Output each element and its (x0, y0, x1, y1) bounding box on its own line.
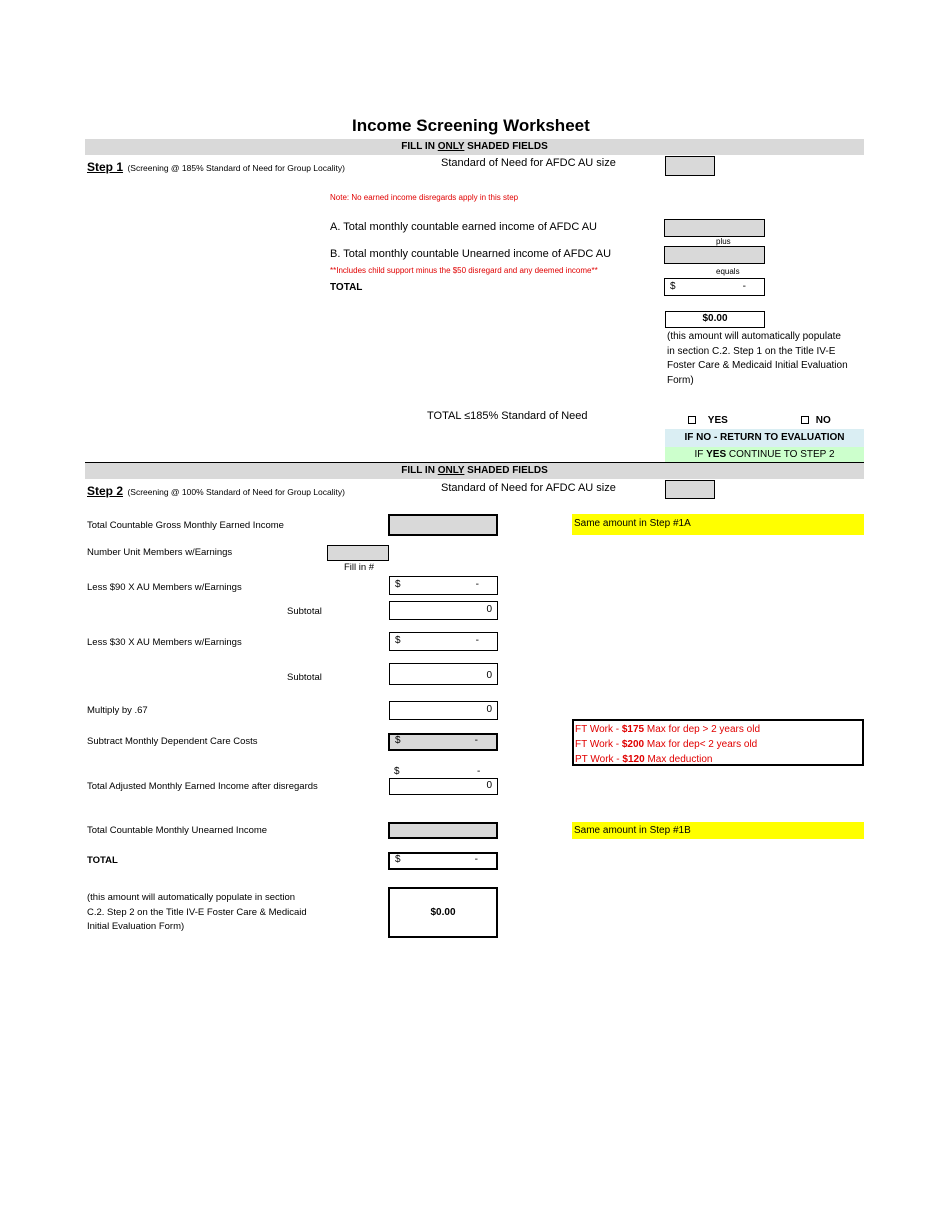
if-yes-post: CONTINUE TO STEP 2 (726, 449, 835, 460)
step2-std-need-input[interactable] (665, 480, 715, 499)
banner2-emph: ONLY (437, 465, 465, 476)
if-no-banner (665, 429, 864, 447)
yes-checkbox-icon[interactable] (688, 416, 696, 424)
fill-banner-2 (85, 463, 864, 479)
unearned-label: Total Countable Monthly Unearned Income (87, 825, 268, 836)
line-a-label: A. Total monthly countable earned income of AFDC AU (330, 221, 597, 233)
step2-std-need-label: Standard of Need for AFDC AU size (441, 482, 616, 494)
no-label: NO (815, 415, 831, 426)
dep-care-label: Subtract Monthly Dependent Care Costs (87, 736, 258, 747)
yes-label: YES (707, 415, 728, 426)
final-amount-box (388, 887, 498, 938)
ft2-pre: FT Work - (575, 739, 622, 750)
less90-label: Less $90 X AU Members w/Earnings (87, 582, 242, 593)
pt-pre: PT Work - (575, 754, 623, 765)
final-amount: $0.00 (430, 907, 456, 918)
step2-total-value: - (474, 854, 478, 865)
multiply-value: 0 (486, 704, 492, 715)
step1-label: Step 1 (87, 160, 124, 174)
step2-total-label: TOTAL (87, 855, 118, 866)
banner-pre: FILL IN (401, 141, 438, 152)
banner2-post: SHADED FIELDS (464, 465, 548, 476)
pt-post: Max deduction (644, 754, 713, 765)
multiply-box (389, 701, 498, 720)
dep-care-limits (572, 719, 864, 766)
multiply-label: Multiply by .67 (87, 705, 148, 716)
subtotal2-box (389, 663, 498, 685)
page-title: Income Screening Worksheet (352, 116, 590, 135)
banner2-pre: FILL IN (401, 465, 438, 476)
adj-dollar: $ (394, 766, 400, 777)
equals-label: equals (716, 267, 740, 276)
pt-amt: $120 (622, 754, 645, 765)
if-no-text: IF NO - RETURN TO EVALUATION (684, 432, 845, 443)
compare-label: TOTAL ≤185% Standard of Need (427, 410, 588, 422)
ft2-post: Max for dep< 2 years old (644, 739, 758, 750)
unearned-input[interactable] (388, 822, 498, 839)
fill-banner (85, 139, 864, 155)
step1-amount-box (665, 311, 765, 328)
if-yes-banner (665, 447, 864, 462)
step1-amount-note-1: (this amount will automatically populate (667, 331, 841, 342)
ft1-pre: FT Work - (575, 724, 622, 735)
step1-amount-note-3: Foster Care & Medicaid Initial Evaluation (667, 360, 848, 371)
step2-note: (Screening @ 100% Standard of Need for Group Locality) (127, 487, 345, 497)
line-a-input[interactable] (664, 219, 765, 237)
less30-value: - (475, 635, 479, 646)
step1-total-value: - (742, 281, 746, 292)
adjusted-label: Total Adjusted Monthly Earned Income after disregards (87, 781, 318, 792)
gross-earned-label: Total Countable Gross Monthly Earned Income (87, 520, 284, 531)
subtotal1-label: Subtotal (287, 606, 322, 617)
subtotal2-label: Subtotal (287, 672, 322, 683)
step1-total-box (664, 278, 765, 296)
line-b-input[interactable] (664, 246, 765, 264)
no-option[interactable] (801, 415, 831, 426)
pt-deduction (575, 752, 861, 767)
step1-heading (87, 158, 345, 176)
subtotal1-box (389, 601, 498, 620)
step1-total-label: TOTAL (330, 282, 363, 293)
less90-value: - (475, 579, 479, 590)
plus-label: plus (716, 237, 731, 246)
no-checkbox-icon[interactable] (801, 416, 809, 424)
step1-std-need-label: Standard of Need for AFDC AU size (441, 157, 616, 169)
step2-total-dollar: $ (395, 854, 401, 865)
less90-dollar: $ (395, 579, 401, 590)
step1-total-dollar: $ (670, 281, 676, 292)
gross-earned-input[interactable] (388, 514, 498, 536)
adj-dash: - (477, 766, 481, 777)
same-1a-note: Same amount in Step #1A (572, 514, 864, 535)
ft-dep-over-2 (575, 722, 861, 737)
less90-box (389, 576, 498, 595)
same-1b-note: Same amount in Step #1B (572, 822, 864, 839)
adjusted-value: 0 (486, 780, 492, 791)
less30-dollar: $ (395, 635, 401, 646)
subtotal2-value: 0 (486, 670, 492, 681)
line-b-note: **Includes child support minus the $50 disregard and any deemed income** (330, 266, 598, 275)
ft1-post: Max for dep > 2 years old (644, 724, 761, 735)
fill-in-hint: Fill in # (344, 562, 375, 573)
adjusted-box (389, 778, 498, 795)
if-yes-emph: YES (706, 449, 727, 460)
step1-amount-note-4: Form) (667, 374, 694, 386)
banner-post: SHADED FIELDS (464, 141, 548, 152)
step1-note: (Screening @ 185% Standard of Need for Group Locality) (127, 163, 345, 173)
less30-box (389, 632, 498, 651)
ft-dep-under-2 (575, 737, 861, 752)
final-note-3: Initial Evaluation Form) (87, 921, 185, 932)
no-disregard-note: Note: No earned income disregards apply in this step (330, 193, 519, 202)
dep-care-input[interactable] (388, 733, 498, 751)
final-note-1: (this amount will automatically populate in section (87, 892, 296, 903)
less30-label: Less $30 X AU Members w/Earnings (87, 637, 242, 648)
subtotal1-value: 0 (486, 604, 492, 615)
if-yes-pre: IF (694, 449, 707, 460)
ft1-amt: $175 (621, 724, 645, 735)
step2-heading (87, 482, 345, 500)
dep-care-value: - (474, 735, 478, 746)
step1-std-need-input[interactable] (665, 156, 715, 176)
yes-option[interactable] (688, 415, 728, 426)
dep-care-dollar: $ (395, 735, 401, 746)
final-note (87, 891, 307, 935)
unit-members-label: Number Unit Members w/Earnings (87, 547, 233, 558)
step2-total-box (388, 852, 498, 870)
final-note-2: C.2. Step 2 on the Title IV-E Foster Care & Medicaid (87, 906, 307, 918)
step2-label: Step 2 (87, 484, 124, 498)
line-b-label: B. Total monthly countable Unearned income of AFDC AU (330, 248, 612, 260)
step1-amount: $0.00 (702, 313, 728, 324)
ft2-amt: $200 (621, 739, 645, 750)
banner-emph: ONLY (437, 141, 465, 152)
step1-amount-note-2: in section C.2. Step 1 on the Title IV-E (667, 345, 836, 357)
unit-members-input[interactable] (327, 545, 389, 561)
step1-amount-note (667, 330, 848, 388)
